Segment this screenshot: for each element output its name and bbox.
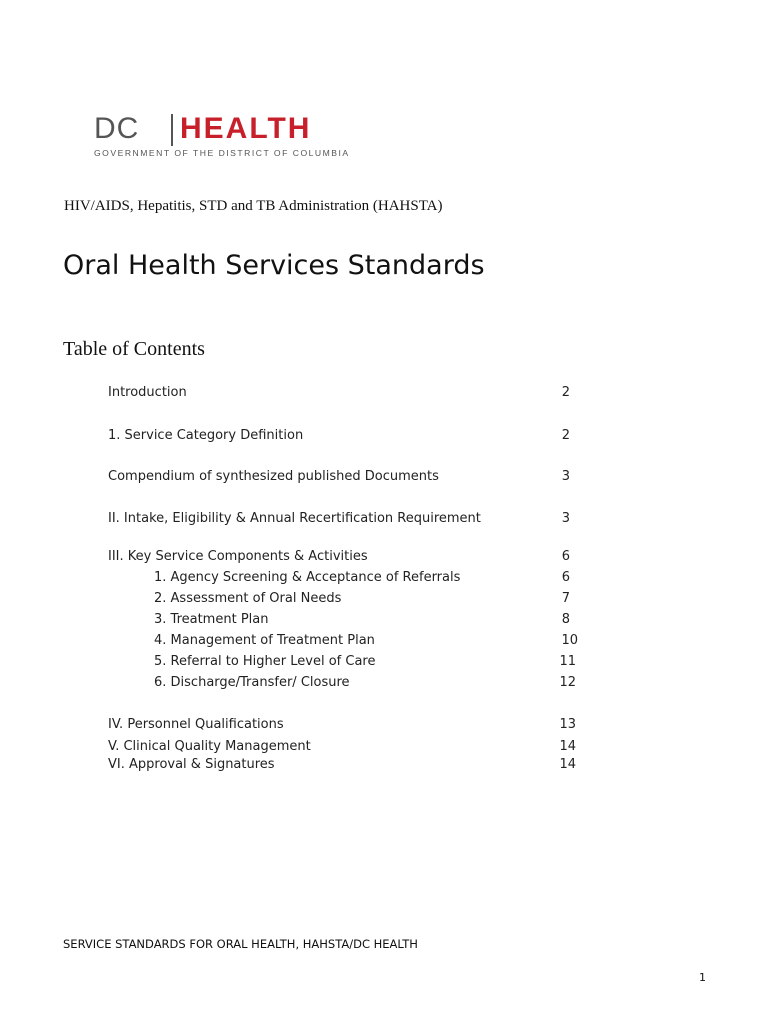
toc-subentry-treatment-plan[interactable] bbox=[154, 611, 578, 629]
toc-entry-page: 8 bbox=[561, 612, 570, 627]
toc-entry-quality-management[interactable] bbox=[108, 738, 578, 756]
toc-entry-label: V. Clinical Quality Management bbox=[108, 739, 311, 754]
toc-entry-page: 3 bbox=[561, 469, 570, 484]
logo-dc-text: DC bbox=[94, 112, 140, 145]
toc-entry-page: 14 bbox=[559, 739, 576, 754]
toc-entry-label: 6. Discharge/Transfer/ Closure bbox=[154, 675, 350, 690]
logo-subtitle: GOVERNMENT OF THE DISTRICT OF COLUMBIA bbox=[94, 148, 350, 158]
document-title: Oral Health Services Standards bbox=[63, 250, 485, 281]
administration-line: HIV/AIDS, Hepatitis, STD and TB Administration (HAHSTA) bbox=[64, 198, 443, 214]
toc-entry-label: Introduction bbox=[108, 385, 187, 400]
toc-subentry-agency-screening[interactable] bbox=[154, 569, 578, 587]
toc-entry-label: 1. Service Category Definition bbox=[108, 428, 304, 443]
toc-entry-service-category[interactable] bbox=[108, 427, 578, 445]
toc-subentry-assessment[interactable] bbox=[154, 590, 578, 608]
toc-heading: Table of Contents bbox=[63, 338, 205, 360]
toc-entry-label: 2. Assessment of Oral Needs bbox=[154, 591, 342, 606]
toc-entry-page: 12 bbox=[559, 675, 576, 690]
toc-entry-introduction[interactable] bbox=[108, 384, 578, 402]
toc-entry-label: III. Key Service Components & Activities bbox=[108, 549, 368, 564]
toc-entry-personnel[interactable] bbox=[108, 716, 578, 734]
toc-subentry-management[interactable] bbox=[154, 632, 578, 650]
toc-entry-page: 7 bbox=[561, 591, 570, 606]
logo-divider bbox=[171, 114, 173, 146]
toc-entry-approval[interactable] bbox=[108, 756, 578, 774]
toc-entry-page: 6 bbox=[561, 549, 570, 564]
toc-entry-label: IV. Personnel Qualifications bbox=[108, 717, 284, 732]
toc-entry-label: VI. Approval & Signatures bbox=[108, 757, 275, 772]
toc-subentry-discharge[interactable] bbox=[154, 674, 578, 692]
logo-health-text: HEALTH bbox=[180, 112, 312, 145]
toc-entry-label: Compendium of synthesized published Documents bbox=[108, 469, 439, 484]
toc-entry-label: 3. Treatment Plan bbox=[154, 612, 269, 627]
toc-entry-compendium[interactable] bbox=[108, 468, 578, 486]
toc-entry-page: 6 bbox=[561, 570, 570, 585]
toc-entry-page: 3 bbox=[561, 511, 570, 526]
toc-subentry-referral[interactable] bbox=[154, 653, 578, 671]
toc-entry-label: 4. Management of Treatment Plan bbox=[154, 633, 375, 648]
toc-entry-label: 5. Referral to Higher Level of Care bbox=[154, 654, 376, 669]
dc-health-logo bbox=[94, 114, 384, 160]
page-footer: SERVICE STANDARDS FOR ORAL HEALTH, HAHSTA/DC HEALTH bbox=[63, 937, 418, 951]
toc-entry-page: 2 bbox=[561, 385, 570, 400]
toc-entry-page: 11 bbox=[559, 654, 576, 669]
page-number: 1 bbox=[699, 971, 706, 984]
toc-entry-page: 10 bbox=[561, 633, 578, 648]
toc-entry-page: 13 bbox=[559, 717, 576, 732]
toc-entry-label: 1. Agency Screening & Acceptance of Referrals bbox=[154, 570, 461, 585]
toc-entry-label: II. Intake, Eligibility & Annual Recertification Requirement bbox=[108, 511, 481, 526]
toc-entry-key-components[interactable] bbox=[108, 548, 578, 566]
toc-entry-intake[interactable] bbox=[108, 510, 578, 528]
toc-entry-page: 14 bbox=[559, 757, 576, 772]
toc-entry-page: 2 bbox=[561, 428, 570, 443]
